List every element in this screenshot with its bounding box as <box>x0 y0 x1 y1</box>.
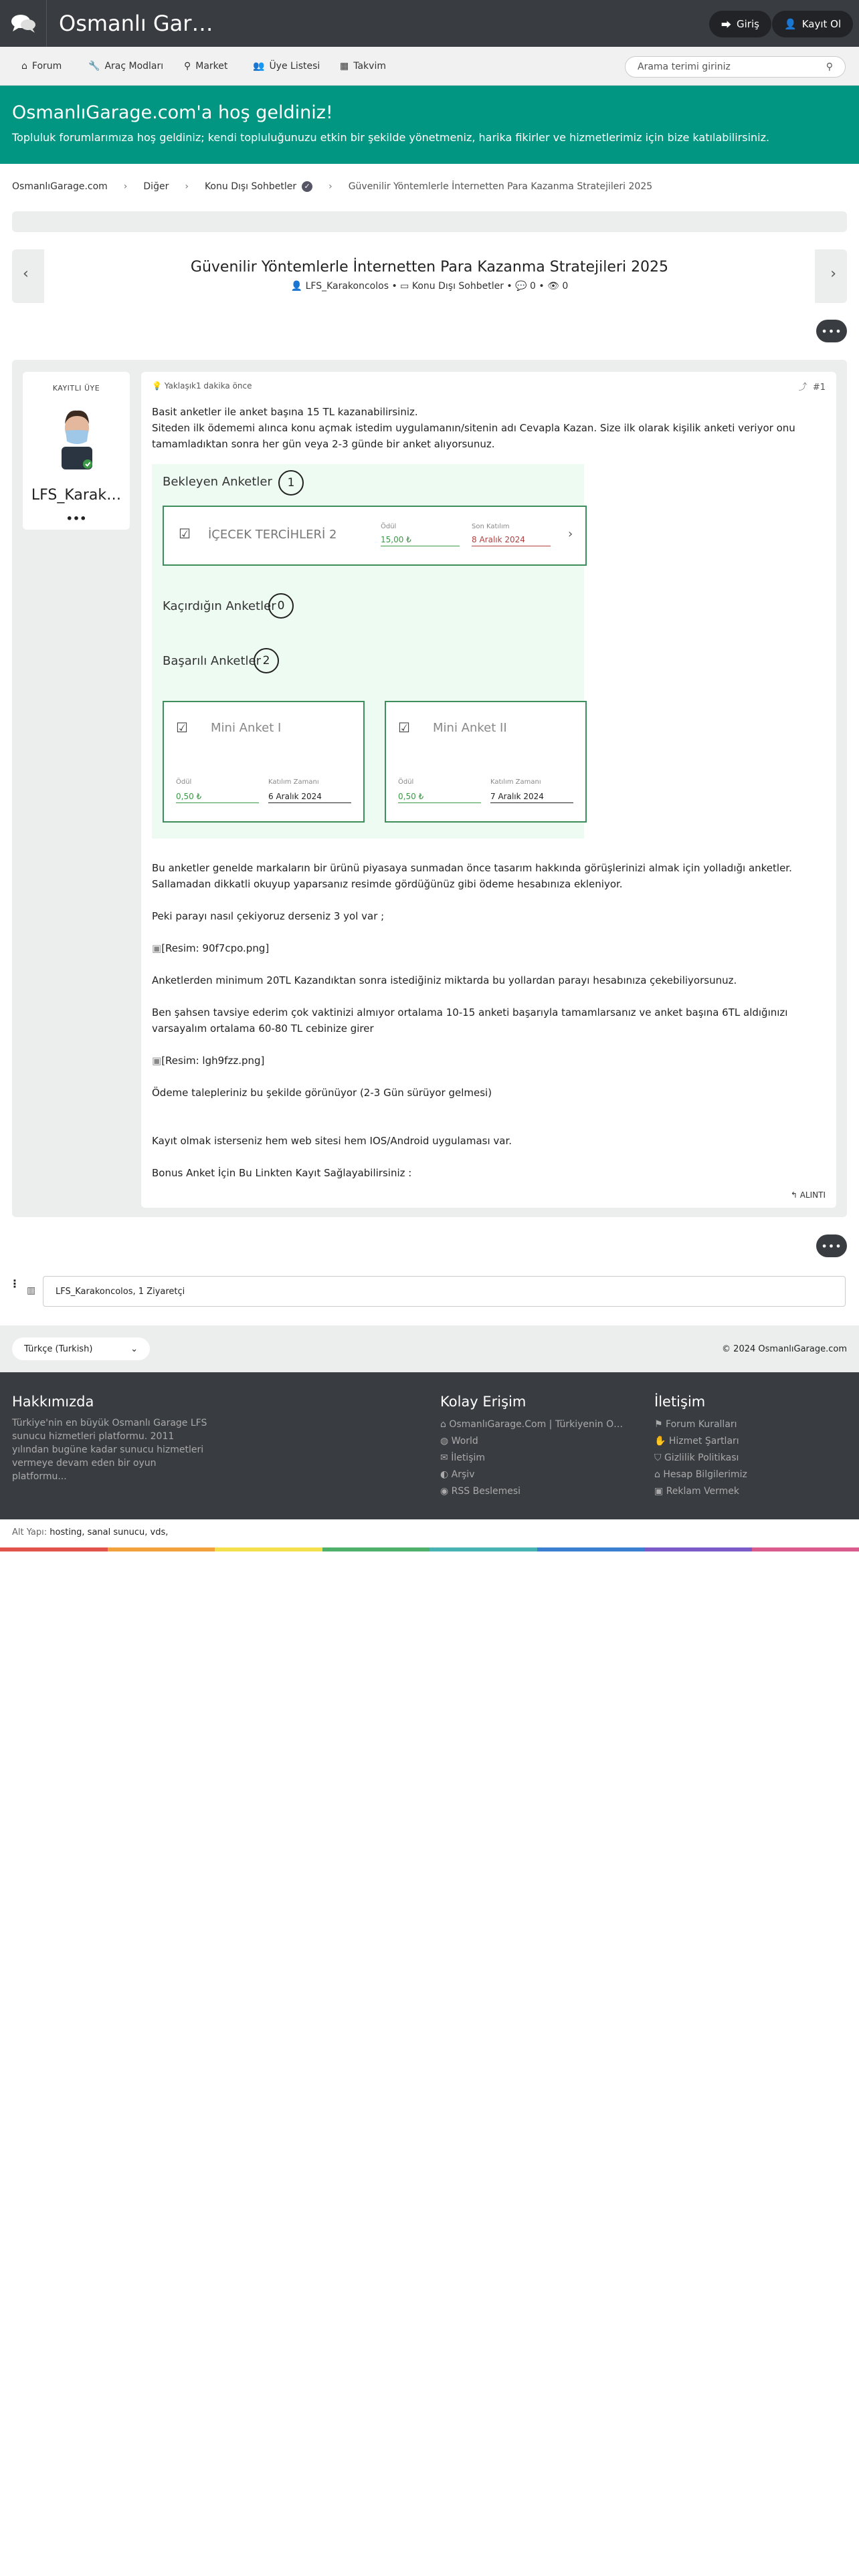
register-button[interactable] <box>772 11 853 37</box>
post-paragraph: Bu anketler genelde markaların bir ürünü piyasaya sunmadan önce tasarım hakkında görüşlerinizi almak için yolladığı anketler. Sallamadan dikkatli okuyup yaparsanız resimde gördüğünüz gibi ödeme hesabınıza ekleniyor. <box>152 862 792 890</box>
post-paragraph: Kayıt olmak isterseniz hem web sitesi hem IOS/Android uygulaması var. <box>152 1135 512 1147</box>
embedded-screenshot <box>152 464 584 839</box>
post-content-continued <box>152 860 821 1197</box>
reward-value: 0,50 ₺ <box>176 792 259 803</box>
visitors-panel <box>0 1271 859 1305</box>
footer-link-label: Gizlilik Politikası <box>664 1453 739 1463</box>
rainbow-segment <box>108 1547 215 1551</box>
checklist-icon: ☑ <box>398 720 410 736</box>
post-number[interactable]: #1 <box>812 383 826 393</box>
quote-label: ALINTI <box>799 1190 826 1200</box>
tags-label: Alt Yapı: <box>12 1527 47 1537</box>
rainbow-segment <box>430 1547 537 1551</box>
quick-links <box>440 1416 623 1500</box>
post-paragraph: Ödeme talepleriniz bu şekilde görünüyor (2-3 Gün sürüyor gelmesi) <box>152 1087 492 1099</box>
topic-title: Güvenilir Yöntemlerle İnternetten Para Kazanma Stratejileri 2025 <box>190 259 669 276</box>
bank-icon: ⌂ <box>654 1469 660 1480</box>
success-label: Başarılı Anketler <box>163 654 262 668</box>
search-placeholder: Arama terimi giriniz <box>638 62 731 72</box>
rainbow-segment <box>215 1547 322 1551</box>
home-icon: ⌂ <box>21 61 27 72</box>
check-circle-icon: ✓ <box>302 181 312 192</box>
tags-list[interactable]: hosting, sanal sunucu, vds, <box>50 1527 169 1537</box>
topic-replies: 0 <box>530 281 536 292</box>
comments-icon: 💬 <box>515 281 527 292</box>
post-paragraph: Anketlerden minimum 20TL Kazandıktan sonra istediğiniz miktarda bu yollardan parayı hesabınıza çekebiliyorsunuz. <box>152 974 737 986</box>
rainbow-segment <box>644 1547 752 1551</box>
home-icon: ⌂ <box>440 1419 446 1430</box>
footer-link-label: İletişim <box>451 1453 486 1463</box>
user-card <box>23 372 130 530</box>
footer-link[interactable] <box>654 1416 747 1433</box>
user-more-button[interactable]: ••• <box>66 512 87 525</box>
reward-label: Ödül <box>398 778 414 786</box>
post-options-button[interactable]: ••• <box>816 1235 847 1257</box>
post-paragraph: Ben şahsen tavsiye ederim çok vaktinizi almıyor ortalama 10-15 anketi başarıyla tamamlarsanız ve anket başına 6TL aldığınızı varsayalım ortalama 60-80 TL cebinize girer <box>152 1006 788 1035</box>
user-icon: 👤 <box>290 281 303 292</box>
avatar[interactable] <box>56 405 98 469</box>
notice-bar <box>12 211 847 232</box>
reply-icon: ↰ <box>790 1190 797 1200</box>
topic-meta: 👤 LFS_Karakoncolos • ▭ Konu Dışı Sohbetler • 💬 0 • 👁 0 <box>290 281 569 292</box>
footer-link[interactable] <box>440 1450 623 1467</box>
footer-link[interactable] <box>654 1467 747 1483</box>
post-time-text: Yaklaşık1 dakika önce <box>164 381 252 391</box>
rainbow-segment <box>752 1547 859 1551</box>
about-title: Hakkımızda <box>12 1394 94 1410</box>
ad-icon: ▣ <box>654 1486 664 1497</box>
topic-title-box <box>44 249 815 303</box>
welcome-banner <box>0 86 859 164</box>
nav-label: Market <box>195 61 228 72</box>
image-icon: ▣ <box>152 1055 162 1067</box>
lightbulb-icon: 💡 <box>152 381 162 391</box>
users-icon: 👥 <box>253 61 265 72</box>
login-label: Giriş <box>737 18 759 30</box>
post-content <box>152 404 821 452</box>
copyright: © 2024 OsmanlıGarage.com <box>722 1344 847 1354</box>
topic-views: 0 <box>562 281 569 292</box>
rainbow-segment <box>537 1547 645 1551</box>
checklist-icon: ☑ <box>176 720 188 736</box>
search-icon[interactable]: ⚲ <box>826 62 833 72</box>
login-button[interactable] <box>709 11 771 37</box>
vertical-dots-icon[interactable]: ⋮ <box>9 1277 20 1290</box>
broken-image <box>152 1053 821 1069</box>
site-brand[interactable]: Osmanlı Gar… <box>59 11 213 36</box>
breadcrumb-item[interactable]: Konu Dışı Sohbetler <box>204 181 297 192</box>
image-alt: [Resim: 90f7cpo.png] <box>161 942 270 954</box>
mini-survey-card <box>385 701 587 823</box>
post-paragraph: Basit anketler ile anket başına 15 TL kazanabilirsiniz. <box>152 406 418 418</box>
post-paragraph: Peki parayı nasıl çekiyoruz derseniz 3 yol var ; <box>152 910 385 922</box>
contact-title: İletişim <box>654 1394 706 1410</box>
sign-in-icon: ⮕ <box>721 18 732 31</box>
chevron-right-icon: › <box>185 181 189 192</box>
register-label: Kayıt Ol <box>801 18 842 30</box>
post-container <box>12 360 847 1217</box>
survey-card <box>163 506 587 566</box>
chevron-right-icon: › <box>328 181 332 192</box>
date-value: 7 Aralık 2024 <box>490 792 573 803</box>
breadcrumb <box>12 179 652 194</box>
topic-forum[interactable]: Konu Dışı Sohbetler <box>411 281 504 292</box>
language-value: Türkçe (Turkish) <box>24 1344 93 1354</box>
search-icon: ⚲ <box>184 61 191 72</box>
reward-label: Ödül <box>176 778 192 786</box>
share-icon[interactable]: ⤴ <box>798 383 807 393</box>
nav-label: Üye Listesi <box>269 61 320 72</box>
breadcrumb-item[interactable]: Diğer <box>143 181 169 192</box>
globe-icon: ◍ <box>440 1436 449 1446</box>
footer-link-label: Arşiv <box>451 1469 475 1480</box>
chevron-left-icon[interactable]: ‹ <box>23 265 29 282</box>
footer-top <box>0 1325 859 1372</box>
missed-count: 0 <box>268 593 294 619</box>
rainbow-segment <box>0 1547 108 1551</box>
chat-logo-icon[interactable] <box>0 0 47 47</box>
rainbow-bar <box>0 1547 859 1551</box>
building-icon: ▥ <box>27 1285 36 1296</box>
site-header <box>0 0 859 47</box>
nav-label: Forum <box>31 61 62 72</box>
contact-links <box>654 1416 747 1500</box>
broken-image <box>152 940 821 956</box>
reward-label: Ödül <box>381 523 397 530</box>
post-share[interactable] <box>799 380 826 393</box>
reward-value: 0,50 ₺ <box>398 792 481 803</box>
nav-forum[interactable] <box>21 47 62 86</box>
post-paragraph: Siteden ilk ödememi alınca konu açmak istedim uygulamanın/sitenin adı Cevapla Kazan. Size ilk olarak kişilik anketi veriyor onu tamamladıktan sonra her gün veya 2-3 günde bir anket alıyorsunuz. <box>152 422 795 450</box>
image-icon: ▣ <box>152 942 162 954</box>
post-body <box>141 372 836 1208</box>
footer-link[interactable] <box>654 1433 747 1450</box>
date-value: 6 Aralık 2024 <box>268 792 351 803</box>
footer-link[interactable] <box>654 1483 747 1500</box>
nav-members[interactable] <box>253 47 320 86</box>
user-role: KAYITLI ÜYE <box>52 384 100 393</box>
eye-icon: 👁 <box>547 281 559 292</box>
inbox-icon: ▭ <box>400 281 409 292</box>
chevron-right-icon: › <box>123 181 128 192</box>
mini-survey-card <box>163 701 365 823</box>
footer-link-label: World <box>451 1436 478 1446</box>
search-input[interactable] <box>625 56 846 78</box>
calendar-icon: ▦ <box>340 61 349 72</box>
main-nav <box>0 47 859 86</box>
breadcrumb-current: Güvenilir Yöntemlerle İnternetten Para Kazanma Stratejileri 2025 <box>348 181 653 192</box>
post-time <box>152 381 252 391</box>
deadline-value: 8 Aralık 2024 <box>472 535 551 546</box>
tags-line <box>12 1527 168 1537</box>
topic-options-button[interactable]: ••• <box>816 320 847 342</box>
welcome-text: Topluluk forumlarımıza hoş geldiniz; kendi topluluğunuzu etkin bir şekilde yönetmeniz, harika fikirler ve hizmetlerimiz için bize katılabilirsiniz. <box>12 131 770 144</box>
date-label: Katılım Zamanı <box>268 778 319 786</box>
quote-button[interactable] <box>791 1190 826 1200</box>
mini-survey-title: Mini Anket I <box>211 721 282 735</box>
user-plus-icon: 👤 <box>784 18 797 30</box>
deadline-label: Son Katılım <box>472 523 510 530</box>
date-label: Katılım Zamanı <box>490 778 541 786</box>
footer-link[interactable] <box>440 1483 623 1500</box>
chevron-down-icon: ⌄ <box>130 1344 138 1354</box>
language-select[interactable] <box>12 1337 150 1360</box>
handshake-icon: ✋ <box>654 1436 666 1446</box>
topic-header <box>12 249 847 303</box>
about-text: Türkiye'nin en büyük Osmanlı Garage LFS sunucu hizmetleri platformu. 2011 yılından bugüne kadar sunucu hizmetleri vermeye devam eden bir oyun platformu... <box>12 1418 207 1482</box>
checklist-icon: ☑ <box>179 526 191 542</box>
rss-icon: ◉ <box>440 1486 449 1497</box>
breadcrumb-item[interactable]: OsmanlıGarage.com <box>12 181 108 192</box>
nav-car-mods[interactable] <box>88 47 163 86</box>
shield-icon: ⛉ <box>654 1453 662 1463</box>
sitemap-icon: ⚑ <box>654 1419 663 1430</box>
footer-link[interactable] <box>440 1467 623 1483</box>
nav-label: Takvim <box>353 61 386 72</box>
nav-calendar[interactable] <box>340 47 386 86</box>
survey-title: İÇECEK TERCİHLERİ 2 <box>208 528 337 542</box>
footer-link-label: Hizmet Şartları <box>668 1436 739 1446</box>
topic-author[interactable]: LFS_Karakoncolos <box>305 281 389 292</box>
user-name[interactable]: LFS_Karak… <box>31 487 122 504</box>
welcome-title: OsmanlıGarage.com'a hoş geldiniz! <box>12 102 333 123</box>
pending-label: Bekleyen Anketler <box>163 475 272 489</box>
footer-link[interactable] <box>654 1450 747 1467</box>
footer-link-label: Reklam Vermek <box>666 1486 740 1497</box>
wrench-icon: 🔧 <box>88 61 100 72</box>
visitors-list: LFS_Karakoncolos, 1 Ziyaretçi <box>43 1276 846 1307</box>
quick-title: Kolay Erişim <box>440 1394 527 1410</box>
envelope-icon: ✉ <box>440 1453 448 1463</box>
footer-link-label: Forum Kuralları <box>666 1419 737 1430</box>
footer-link-label: OsmanlıGarage.Com | Türkiyenin O… <box>449 1419 624 1430</box>
footer-link[interactable] <box>440 1433 623 1450</box>
footer-link-label: RSS Beslemesi <box>451 1486 521 1497</box>
chevron-right-icon[interactable]: › <box>830 265 836 282</box>
reward-value: 15,00 ₺ <box>381 535 460 546</box>
footer <box>0 1372 859 1519</box>
mini-survey-title: Mini Anket II <box>433 721 507 735</box>
nav-market[interactable] <box>184 47 227 86</box>
footer-link-label: Hesap Bilgilerimiz <box>663 1469 747 1480</box>
missed-label: Kaçırdığın Anketler <box>163 599 276 613</box>
footer-link[interactable] <box>440 1416 623 1433</box>
success-count: 2 <box>254 648 279 673</box>
image-alt: [Resim: lgh9fzz.png] <box>161 1055 265 1067</box>
chevron-right-icon: › <box>568 527 573 541</box>
archive-icon: ◐ <box>440 1469 449 1480</box>
rainbow-segment <box>322 1547 430 1551</box>
post-paragraph: Bonus Anket İçin Bu Linkten Kayıt Sağlayabilirsiniz : <box>152 1167 412 1179</box>
nav-label: Araç Modları <box>104 61 164 72</box>
pending-count: 1 <box>278 470 304 496</box>
